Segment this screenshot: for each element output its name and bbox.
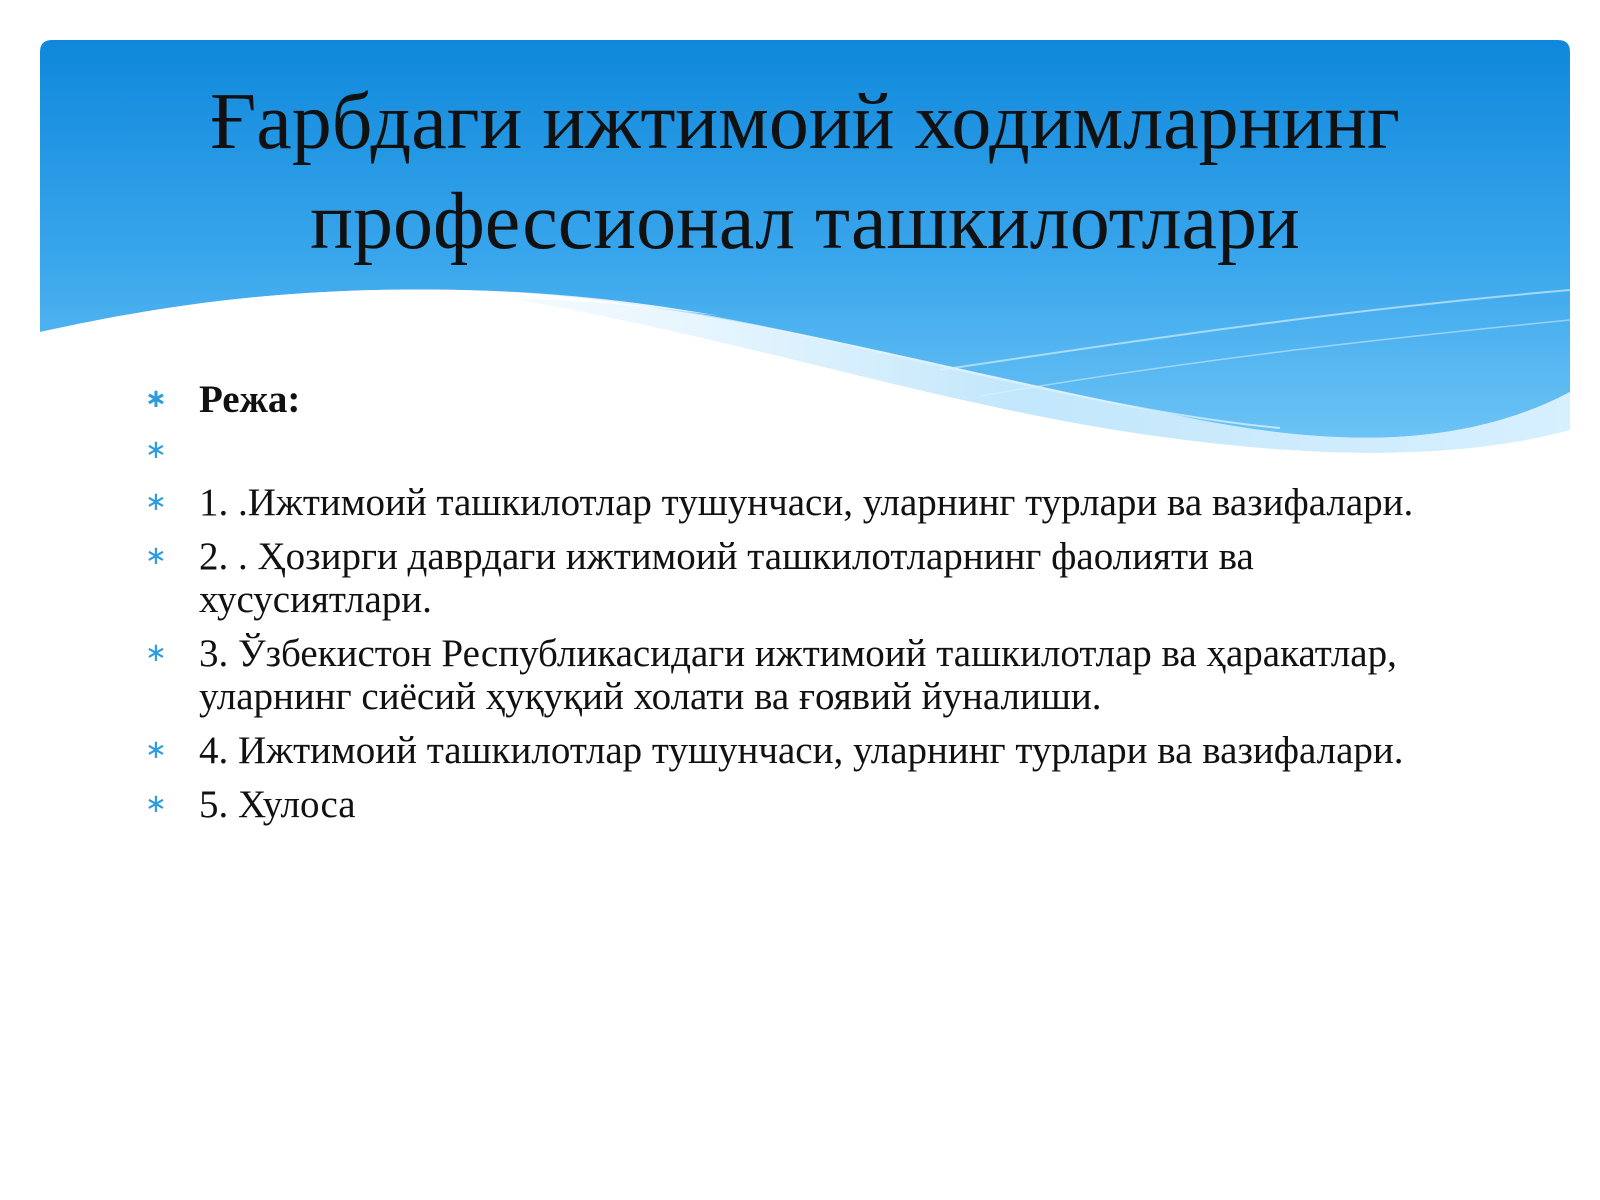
asterisk-bullet-icon: ∗ xyxy=(145,789,167,819)
asterisk-bullet-icon: ∗ xyxy=(145,735,167,765)
list-item-text: Режа: xyxy=(199,378,301,421)
slide-title xyxy=(80,72,1530,272)
list-item xyxy=(145,783,1455,826)
list-item-text: 5. Хулоса xyxy=(199,783,356,826)
list-item-plan-heading xyxy=(145,378,1455,421)
list-item-text: 2. . Ҳозирги даврдаги ижтимоий ташкилотларнинг фаолияти ва хусусиятлари. xyxy=(199,535,1254,621)
slide-title-line-1: Ғарбдаги ижтимоий ходимларнинг xyxy=(210,78,1400,166)
list-item-text: 4. Ижтимоий ташкилотлар тушунчаси, уларнинг турлари ва вазифалари. xyxy=(199,729,1404,772)
plan-list xyxy=(145,378,1455,837)
asterisk-bullet-icon: ∗ xyxy=(145,541,167,571)
asterisk-bullet-icon: ∗ xyxy=(145,487,167,517)
asterisk-bullet-icon: ∗ xyxy=(145,384,167,414)
asterisk-bullet-icon: ∗ xyxy=(145,638,167,668)
list-item-text: 3. Ўзбекистон Республикасидаги ижтимоий ташкилотлар ва ҳаракатлар, уларнинг сиёсий ҳуқуқий холати ва ғоявий йуналиши. xyxy=(199,632,1397,718)
list-item xyxy=(145,481,1455,524)
slide-title-line-2: профессионал ташкилотлари xyxy=(310,178,1300,266)
asterisk-bullet-icon: ∗ xyxy=(145,435,167,465)
list-item-text: 1. .Ижтимоий ташкилотлар тушунчаси, уларнинг турлари ва вазифалари. xyxy=(199,481,1414,524)
list-item xyxy=(145,729,1455,772)
list-item xyxy=(145,535,1455,621)
list-item xyxy=(145,632,1455,718)
list-item-empty xyxy=(145,429,1455,472)
